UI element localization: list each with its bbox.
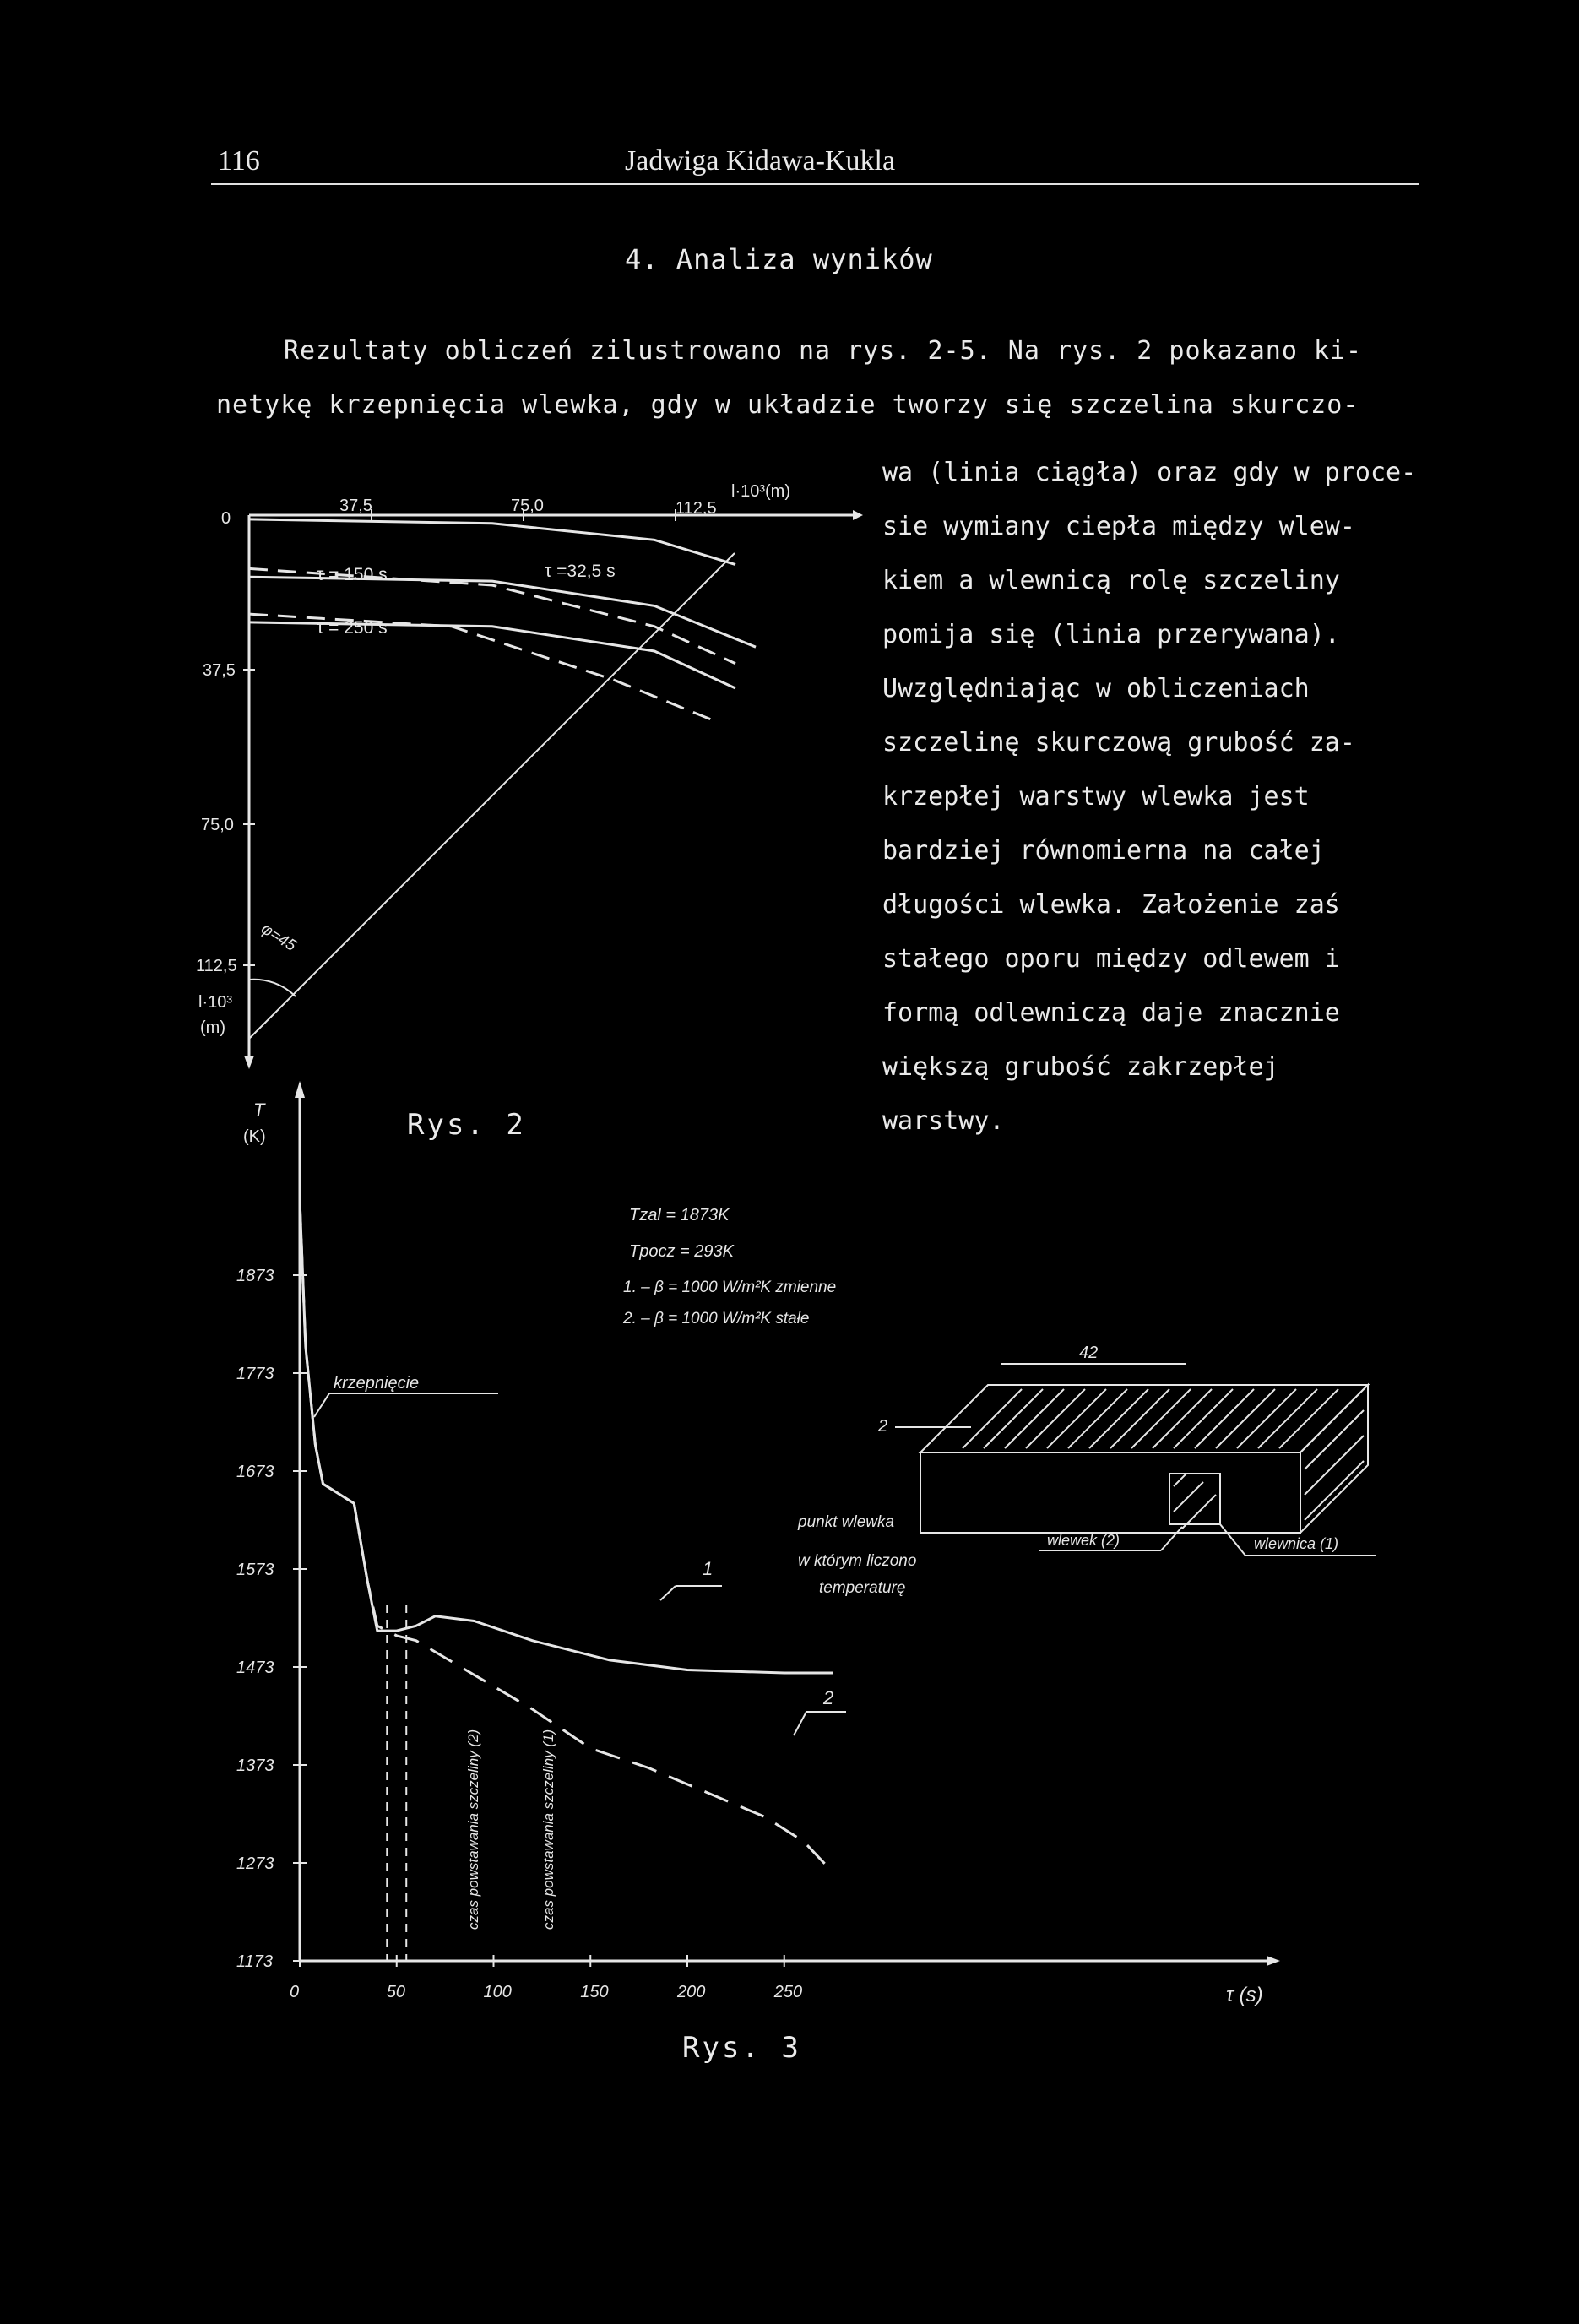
fig3-legend-line: Tzal = 1873K <box>629 1206 730 1224</box>
side-line: kiem a wlewnicą rolę szczeliny <box>882 566 1340 595</box>
fig3-x-axis-arrow <box>1267 1956 1280 1966</box>
fig2-label-tau150: τ = 150 s <box>317 565 388 584</box>
intro-line-1: Rezultaty obliczeń zilustrowano na rys. 2-5. Na rys. 2 pokazano ki- <box>284 336 1363 366</box>
fig3-y-tick-label: 1273 <box>236 1854 274 1873</box>
fig3-y-tick-label: 1773 <box>236 1365 274 1383</box>
fig2-label-tau250: τ = 250 s <box>317 618 388 638</box>
fig2-top-axis-arrow <box>853 510 863 520</box>
fig2-left-axis-unit: (m) <box>200 1018 225 1037</box>
side-line: krzepłej warstwy wlewka jest <box>882 782 1310 812</box>
fig2-left-tick-label: 0 <box>221 509 231 528</box>
fig2-top-axis-unit: l·10³(m) <box>731 482 790 501</box>
fig3-y-tick-label: 1573 <box>236 1561 274 1579</box>
fig2-left-tick-label: 112,5 <box>196 957 237 975</box>
fig3-curve2-label: 2 <box>823 1687 834 1708</box>
fig3-series-line <box>300 1200 827 1866</box>
fig3-x-tick-label: 200 <box>677 1983 706 2001</box>
fig2-top-tick-label: 37,5 <box>339 497 372 515</box>
side-line: szczelinę skurczową grubość za- <box>882 728 1355 757</box>
figure-2 <box>196 482 863 1069</box>
fig3-vline-label-2: czas powstawania szczeliny (2) <box>465 1729 481 1930</box>
running-head-author: Jadwiga Kidawa-Kukla <box>625 145 896 176</box>
fig3-x-tick-label: 100 <box>483 1983 512 2001</box>
fig3-krzepniecie-leader <box>314 1393 329 1417</box>
fig2-series-line <box>249 519 735 565</box>
page-number: 116 <box>218 145 260 176</box>
fig3-ticks-group <box>236 1267 802 2001</box>
fig2-left-tick-label: 75,0 <box>201 816 234 834</box>
fig3-y-tick-label: 1373 <box>236 1757 274 1775</box>
fig3-legend-line: Tpocz = 293K <box>629 1242 734 1261</box>
fig3-y-tick-label: 1873 <box>236 1267 274 1285</box>
fig2-caption: Rys. 2 <box>407 1108 526 1142</box>
fig3-x-tick-label: 50 <box>386 1983 405 2001</box>
side-line: wa (linia ciągła) oraz gdy w proce- <box>882 458 1417 487</box>
fig3-y-tick-label: 1673 <box>236 1463 274 1481</box>
side-line: stałego oporu między odlewem i <box>882 944 1340 974</box>
fig3-vline-label-1: czas powstawania szczeliny (1) <box>540 1729 556 1930</box>
intro-line-2: netykę krzepnięcia wlewka, gdy w układzie tworzy się szczelina skurczo- <box>216 390 1359 420</box>
inset-side-face <box>1300 1385 1368 1533</box>
fig3-x-tick-label: 0 <box>290 1983 300 2001</box>
fig2-left-axis-arrow <box>244 1056 254 1069</box>
section-title: 4. Analiza wyników <box>625 243 933 275</box>
fig3-y-unit: (K) <box>243 1127 266 1146</box>
fig3-caption: Rys. 3 <box>682 2031 801 2065</box>
fig3-series-group <box>300 1200 833 1866</box>
fig3-series-line <box>300 1200 833 1673</box>
fig3-point-label: w którym liczono <box>798 1552 917 1570</box>
fig2-top-tick-label: 112,5 <box>676 499 717 518</box>
side-line: pomija się (linia przerywana). <box>882 620 1340 649</box>
fig2-top-tick-label: 75,0 <box>511 497 544 515</box>
fig3-y-symbol: T <box>253 1100 265 1121</box>
fig2-left-axis-unit: l·10³ <box>198 993 233 1012</box>
side-line: bardziej równomierna na całej <box>882 836 1325 866</box>
fig2-angle-arc <box>249 980 296 996</box>
inset-label-wlewek: wlewek (2) <box>1047 1532 1120 1549</box>
inset-front-face <box>920 1452 1300 1533</box>
fig3-y-axis-arrow <box>295 1081 305 1098</box>
side-line: większą grubość zakrzepłej <box>882 1052 1279 1082</box>
fig3-curve1-label: 1 <box>703 1558 714 1579</box>
fig2-left-tick-label: 37,5 <box>203 661 236 680</box>
fig3-legend-line: 2. – β = 1000 W/m²K stałe <box>623 1310 810 1328</box>
fig3-point-label: punkt wlewka <box>798 1513 895 1531</box>
fig3-point-label: temperaturę <box>819 1579 906 1597</box>
side-line: długości wlewka. Założenie zaś <box>882 890 1340 920</box>
inset-top-face <box>920 1385 1368 1452</box>
fig3-x-tick-label: 250 <box>773 1983 803 2001</box>
fig3-y-tick-label: 1473 <box>236 1659 274 1677</box>
inset-wlewnica-leader <box>1220 1524 1245 1556</box>
inset-dim-42: 42 <box>1079 1344 1099 1362</box>
fig3-y-tick-label: 1173 <box>236 1952 274 1971</box>
fig3-inset-drawing <box>877 1344 1376 1556</box>
side-line: sie wymiany ciepła między wlew- <box>882 512 1355 541</box>
inset-label-wlewnica: wlewnica (1) <box>1254 1535 1339 1552</box>
inset-hatching <box>963 1389 1364 1529</box>
fig2-angle-label: φ=45 <box>258 920 300 955</box>
fig3-curve2-leader <box>794 1712 806 1735</box>
fig2-label-tau325: τ =32,5 s <box>545 562 616 581</box>
figure-3 <box>236 1081 1376 2006</box>
side-line: Uwzględniając w obliczeniach <box>882 674 1310 703</box>
fig3-x-tick-label: 150 <box>580 1983 609 2001</box>
fig3-x-axis-label: τ (s) <box>1226 1984 1263 2006</box>
side-line: warstwy. <box>882 1106 1005 1136</box>
inset-wlewek-leader <box>1161 1527 1182 1550</box>
inset-dim-2: 2 <box>878 1417 888 1436</box>
fig3-label-krzepniecie: krzepnięcie <box>334 1374 420 1393</box>
fig3-curve1-leader <box>660 1586 676 1600</box>
side-line: formą odlewniczą daje znacznie <box>882 998 1340 1028</box>
fig3-legend-line: 1. – β = 1000 W/m²K zmienne <box>623 1279 837 1296</box>
